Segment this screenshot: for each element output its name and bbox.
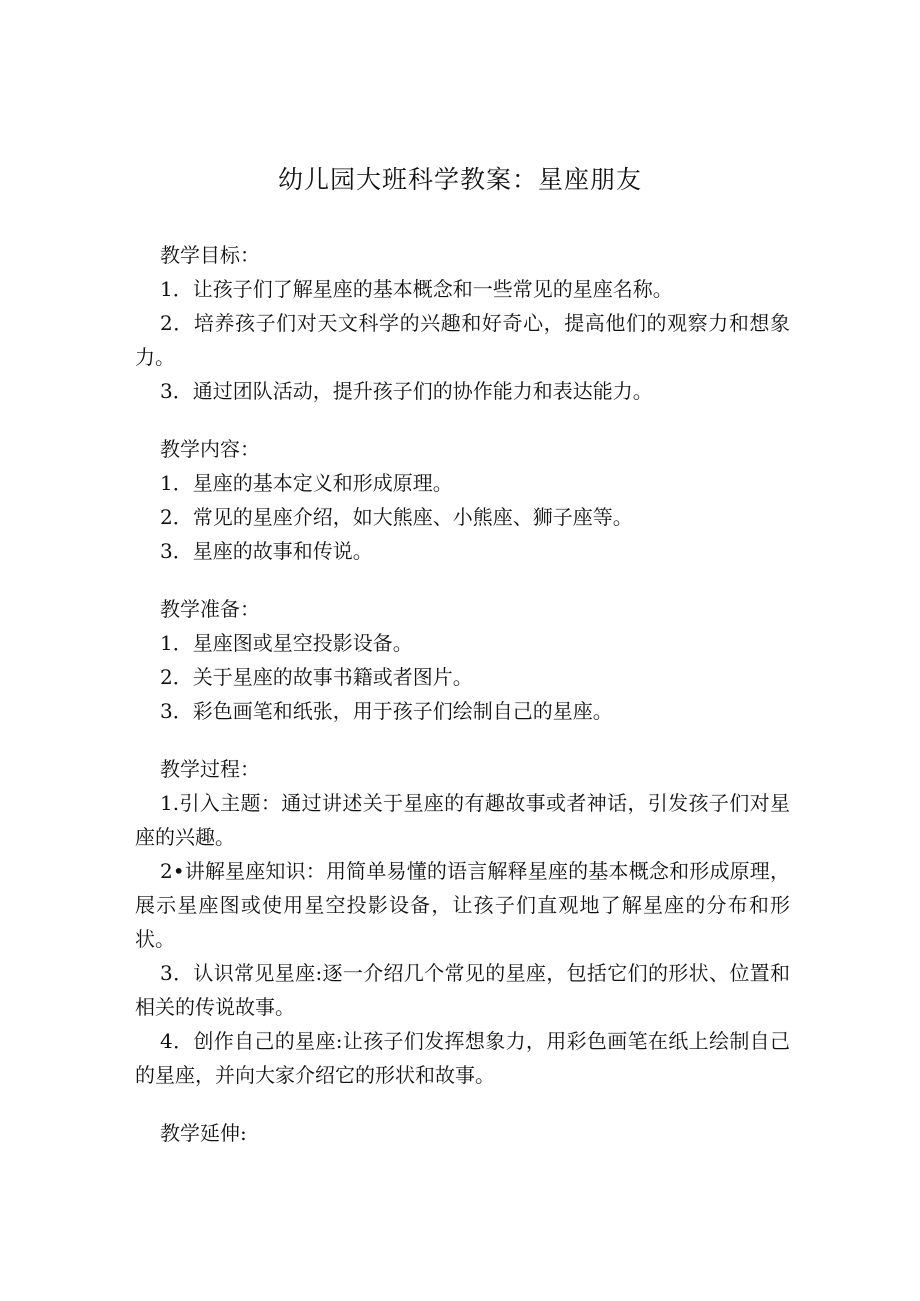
list-item: 3．认识常见星座:逐一介绍几个常见的星座，包括它们的形状、位置和相关的传说故事。 xyxy=(135,961,790,1019)
list-item: 3．彩色画笔和纸张，用于孩子们绘制自己的星座。 xyxy=(160,699,613,723)
section-teaching-process xyxy=(135,752,790,1092)
list-item: 2•讲解星座知识：用简单易懂的语言解释星座的基本概念和形成原理，展示星座图或使用星空投影设备，让孩子们直观地了解星座的分布和形状。 xyxy=(135,859,790,951)
list-item: 4．创作自己的星座:让孩子们发挥想象力，用彩色画笔在纸上绘制自己的星座，并向大家介绍它的形状和故事。 xyxy=(135,1029,790,1087)
list-item: 1．星座图或星空投影设备。 xyxy=(160,631,413,655)
list-item: 2．常见的星座介绍，如大熊座、小熊座、狮子座等。 xyxy=(160,505,633,529)
section-teaching-content xyxy=(135,432,790,568)
section-heading: 教学延伸: xyxy=(160,1121,247,1145)
section-heading: 教学目标： xyxy=(160,243,260,267)
list-item: 1．让孩子们了解星座的基本概念和一些常见的星座名称。 xyxy=(160,277,673,301)
list-item: 1．星座的基本定义和形成原理。 xyxy=(160,471,453,495)
section-heading: 教学内容： xyxy=(160,437,260,461)
section-heading: 教学过程： xyxy=(160,757,260,781)
list-item: 1.引入主题：通过讲述关于星座的有趣故事或者神话，引发孩子们对星座的兴趣。 xyxy=(135,791,790,849)
document-title: 幼儿园大班科学教案：星座朋友 xyxy=(277,165,642,194)
section-heading: 教学准备： xyxy=(160,597,260,621)
section-teaching-preparation xyxy=(135,592,790,728)
list-item: 2．培养孩子们对天文科学的兴趣和好奇心，提高他们的观察力和想象力。 xyxy=(135,311,790,369)
section-teaching-goals xyxy=(135,238,790,408)
list-item: 2．关于星座的故事书籍或者图片。 xyxy=(160,665,473,689)
list-item: 3．通过团队活动，提升孩子们的协作能力和表达能力。 xyxy=(160,379,653,403)
document-body xyxy=(135,238,790,1174)
list-item: 3．星座的故事和传说。 xyxy=(160,539,373,563)
section-teaching-extension xyxy=(135,1116,790,1150)
